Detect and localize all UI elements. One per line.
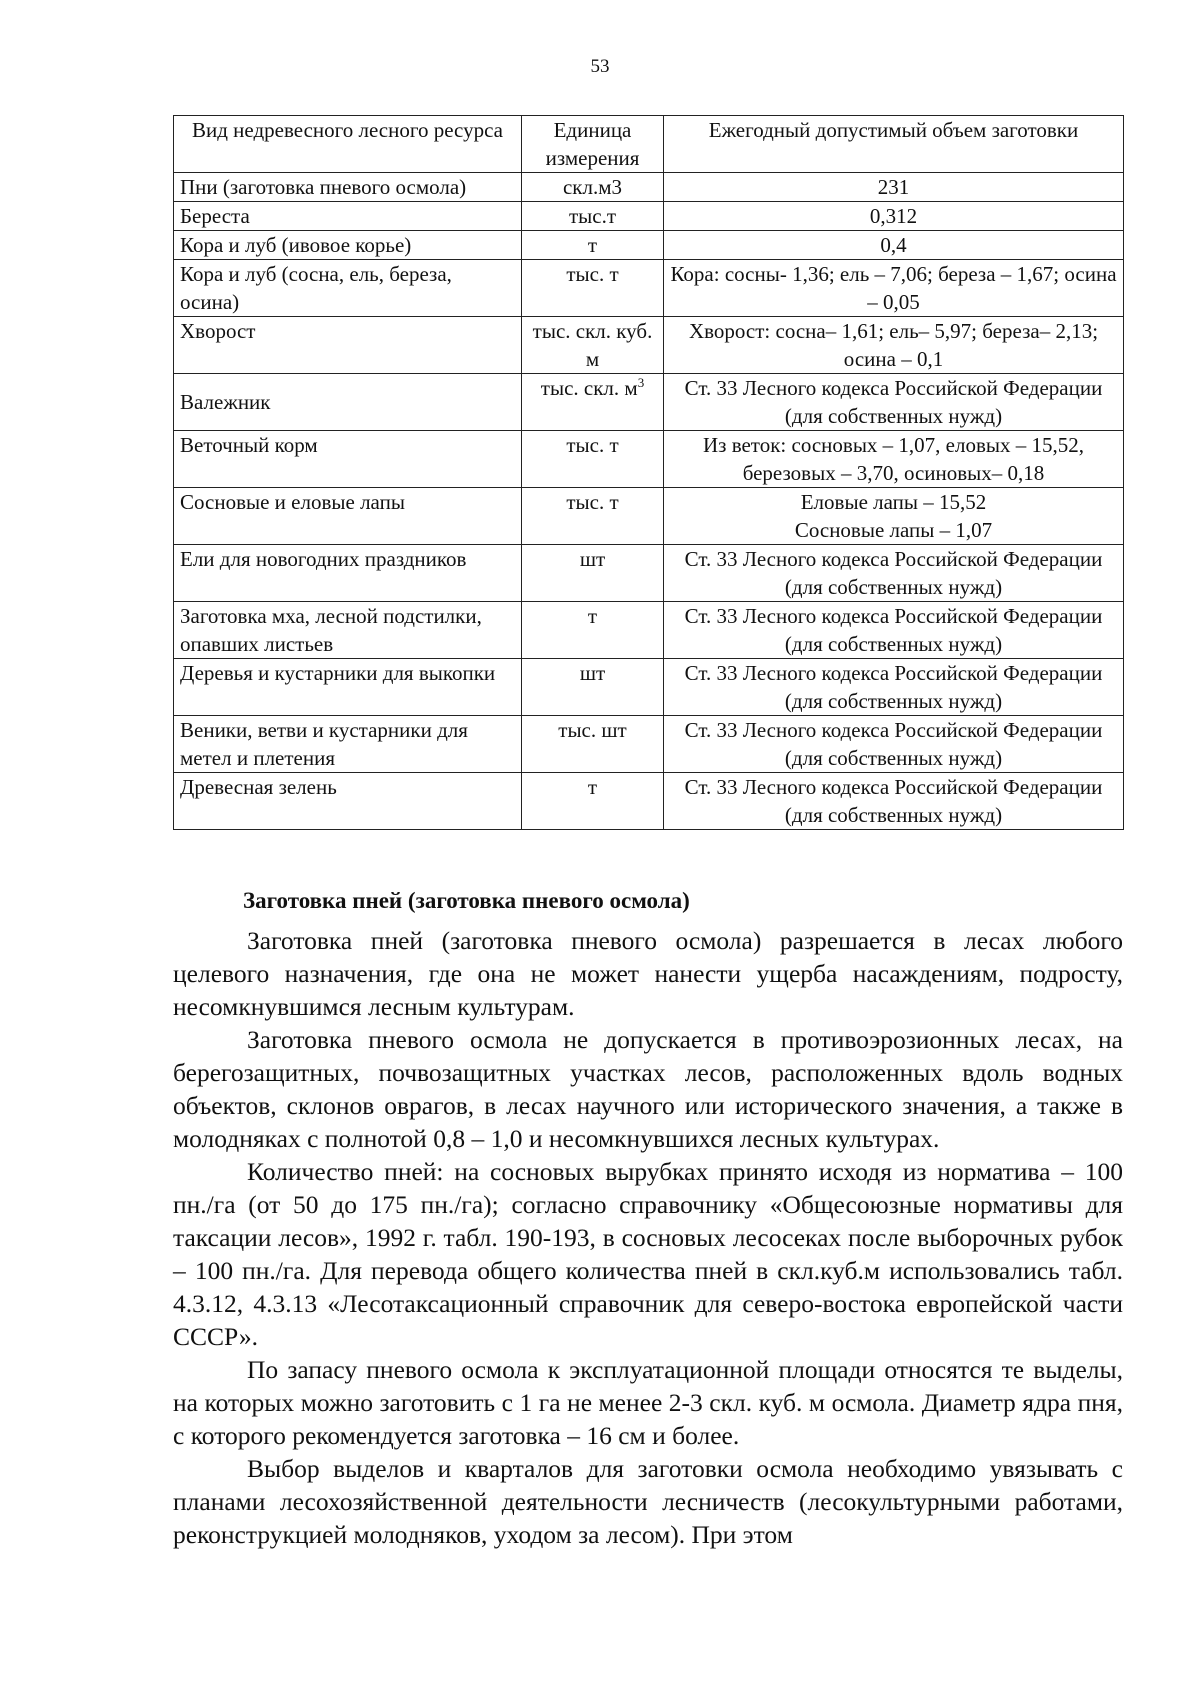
- cell-resource: Сосновые и еловые лапы: [174, 488, 522, 545]
- cell-volume: Ст. 33 Лесного кодекса Российской Федерации (для собственных нужд): [664, 374, 1124, 431]
- cell-volume: Ст. 33 Лесного кодекса Российской Федерации (для собственных нужд): [664, 545, 1124, 602]
- table-row: [174, 545, 1124, 602]
- cell-resource: Деревья и кустарники для выкопки: [174, 659, 522, 716]
- cell-resource: Кора и луб (сосна, ель, береза, осина): [174, 260, 522, 317]
- table-header-row: [174, 116, 1124, 173]
- resources-table: [173, 115, 1124, 830]
- cell-unit: скл.м3: [522, 173, 664, 202]
- unit-superscript: 3: [637, 375, 645, 390]
- table-row: [174, 231, 1124, 260]
- cell-volume: 231: [664, 173, 1124, 202]
- table-row: [174, 602, 1124, 659]
- cell-unit: т: [522, 773, 664, 830]
- cell-unit: шт: [522, 545, 664, 602]
- cell-unit: тыс. т: [522, 260, 664, 317]
- table-row: [174, 659, 1124, 716]
- paragraph: Заготовка пней (заготовка пневого осмола) разрешается в лесах любого целевого назначения, где она не может нанести ущерба насаждениям, подросту, несомкнувшимся лесным культурам.: [173, 926, 1123, 1021]
- paragraph: Заготовка пневого осмола не допускается в противоэрозионных лесах, на берегозащитных, почвозащитных участках лесов, расположенных вдоль водных объектов, склонов оврагов, в лесах научного или исторического значения, а также в молодняках с полнотой 0,8 – 1,0 и несомкнувшихся лесных культурах.: [173, 1025, 1123, 1153]
- table-row: [174, 260, 1124, 317]
- cell-resource: Ели для новогодних праздников: [174, 545, 522, 602]
- volume-line: Сосновые лапы – 1,07: [794, 518, 993, 542]
- cell-resource: Кора и луб (ивовое корье): [174, 231, 522, 260]
- cell-resource: Древесная зелень: [174, 773, 522, 830]
- volume-line: Еловые лапы – 15,52: [800, 490, 987, 514]
- header-volume: Ежегодный допустимый объем заготовки: [664, 116, 1124, 173]
- cell-unit: шт: [522, 659, 664, 716]
- cell-resource: Береста: [174, 202, 522, 231]
- unit-text: тыс. скл. м: [540, 376, 638, 400]
- body-text: [173, 924, 1123, 1551]
- cell-volume: 0,4: [664, 231, 1124, 260]
- paragraph: Количество пней: на сосновых вырубках принято исходя из норматива – 100 пн./га (от 50 до 175 пн./га); согласно справочнику «Общесоюзные нормативы для таксации лесов», 1992 г. табл. 190-193, в сосновых лесосеках после выборочных рубок – 100 пн./га. Для перевода общего количества пней в скл.куб.м использовались табл. 4.3.12, 4.3.13 «Лесотаксационный справочник для северо-востока европейской части СССР».: [173, 1157, 1123, 1351]
- table-row: [174, 374, 1124, 431]
- cell-volume: Кора: сосны- 1,36; ель – 7,06; береза – 1,67; осина – 0,05: [664, 260, 1124, 317]
- cell-unit: тыс. т: [522, 431, 664, 488]
- cell-volume: [664, 488, 1124, 545]
- cell-unit: т: [522, 602, 664, 659]
- cell-volume: 0,312: [664, 202, 1124, 231]
- cell-unit: тыс. скл. куб. м: [522, 317, 664, 374]
- cell-resource: Пни (заготовка пневого осмола): [174, 173, 522, 202]
- cell-unit: тыс. т: [522, 488, 664, 545]
- table-row: [174, 173, 1124, 202]
- cell-unit: тыс.т: [522, 202, 664, 231]
- cell-volume: Ст. 33 Лесного кодекса Российской Федерации (для собственных нужд): [664, 716, 1124, 773]
- cell-resource: Валежник: [174, 374, 522, 431]
- page-number: 53: [590, 56, 610, 77]
- cell-resource: Веники, ветви и кустарники для метел и плетения: [174, 716, 522, 773]
- cell-resource: Веточный корм: [174, 431, 522, 488]
- header-resource: Вид недревесного лесного ресурса: [174, 116, 522, 173]
- cell-resource: Хворост: [174, 317, 522, 374]
- cell-volume: Ст. 33 Лесного кодекса Российской Федерации (для собственных нужд): [664, 773, 1124, 830]
- table-row: [174, 488, 1124, 545]
- cell-volume: Хворост: сосна– 1,61; ель– 5,97; береза– 2,13; осина – 0,1: [664, 317, 1124, 374]
- table-row: [174, 202, 1124, 231]
- cell-volume: Из веток: сосновых – 1,07, еловых – 15,52, березовых – 3,70, осиновых– 0,18: [664, 431, 1124, 488]
- section-heading: Заготовка пней (заготовка пневого осмола): [243, 888, 690, 913]
- paragraph: По запасу пневого осмола к эксплуатационной площади относятся те выделы, на которых можно заготовить с 1 га не менее 2-3 скл. куб. м осмола. Диаметр ядра пня, с которого рекомендуется заготовка – 16 см и более.: [173, 1355, 1123, 1450]
- header-unit: Единица измерения: [522, 116, 664, 173]
- paragraph: Выбор выделов и кварталов для заготовки осмола необходимо увязывать с планами лесохозяйственной деятельности лесничеств (лесокультурными работами, реконструкцией молодняков, уходом за лесом). При этом: [173, 1454, 1123, 1549]
- cell-unit: [522, 374, 664, 431]
- table-row: [174, 773, 1124, 830]
- cell-volume: Ст. 33 Лесного кодекса Российской Федерации (для собственных нужд): [664, 659, 1124, 716]
- table-row: [174, 317, 1124, 374]
- table-row: [174, 716, 1124, 773]
- cell-volume: Ст. 33 Лесного кодекса Российской Федерации (для собственных нужд): [664, 602, 1124, 659]
- cell-resource: Заготовка мха, лесной подстилки, опавших листьев: [174, 602, 522, 659]
- cell-unit: тыс. шт: [522, 716, 664, 773]
- cell-unit: т: [522, 231, 664, 260]
- table-row: [174, 431, 1124, 488]
